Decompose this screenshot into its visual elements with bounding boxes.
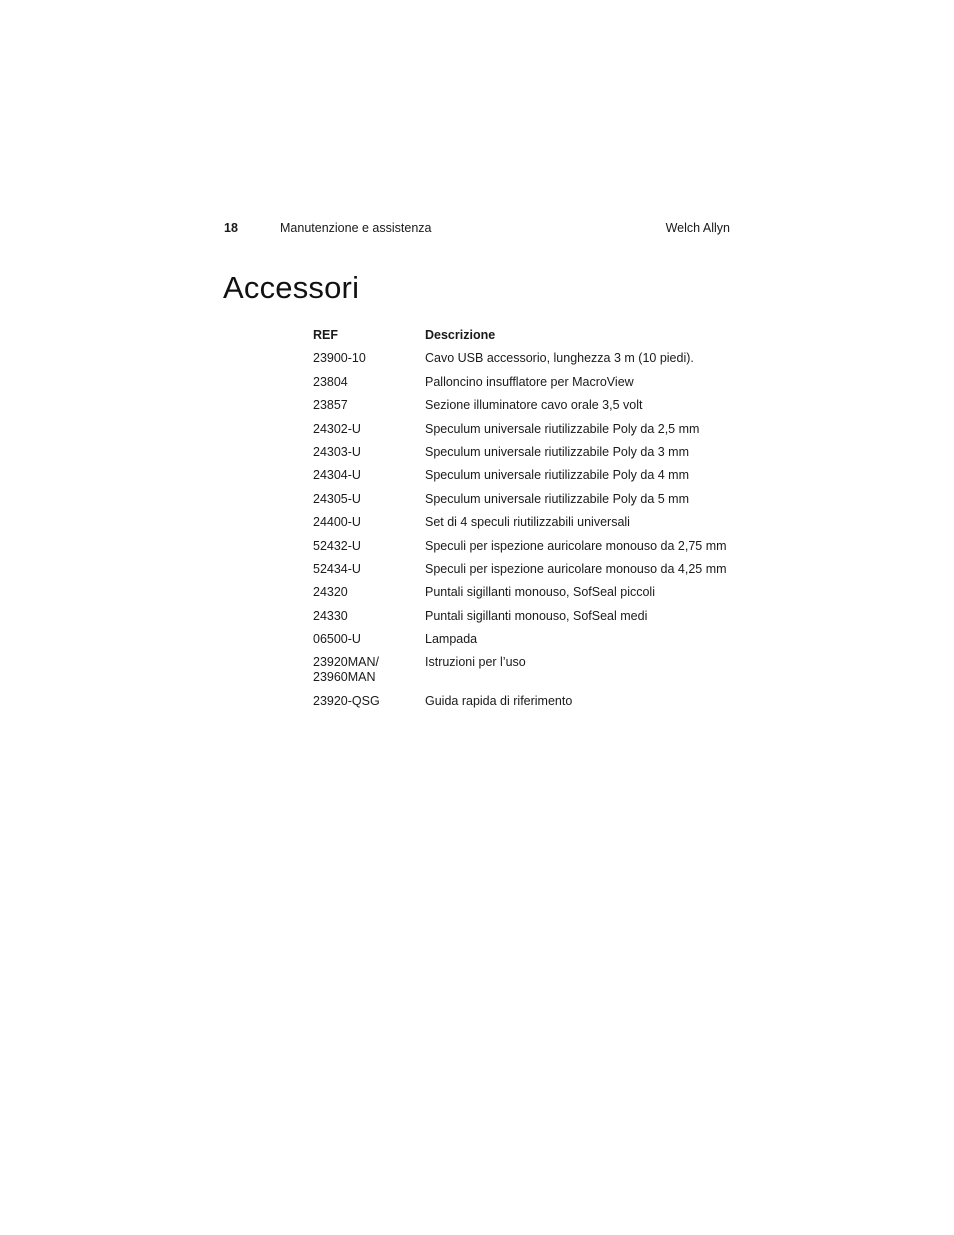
ref-cell: 23900-10 — [313, 351, 366, 366]
table-row — [313, 655, 733, 685]
brand-name: Welch Allyn — [665, 221, 730, 235]
description-cell: Sezione illuminatore cavo orale 3,5 volt — [425, 398, 643, 413]
table-header-row — [313, 328, 733, 343]
description-cell: Puntali sigillanti monouso, SofSeal medi — [425, 608, 648, 623]
table-row — [313, 585, 733, 600]
description-cell: Speculi per ispezione auricolare monouso da 4,25 mm — [425, 561, 727, 576]
table-row — [313, 694, 733, 709]
page-title: Accessori — [223, 270, 360, 305]
description-cell: Istruzioni per l’uso — [425, 655, 526, 670]
table-row — [313, 562, 733, 577]
ref-cell: 23857 — [313, 398, 348, 413]
table-row — [313, 375, 733, 390]
section-name: Manutenzione e assistenza — [280, 221, 432, 235]
table-row — [313, 351, 733, 366]
table-row — [313, 422, 733, 437]
ref-cell: 24302-U — [313, 421, 361, 436]
ref-cell: 24305-U — [313, 491, 361, 506]
description-cell: Speculum universale riutilizzabile Poly da 5 mm — [425, 491, 690, 506]
description-cell: Palloncino insufflatore per MacroView — [425, 374, 634, 389]
ref-cell: 23920MAN/ 23960MAN — [313, 655, 380, 685]
table-row — [313, 609, 733, 624]
table-row — [313, 515, 733, 530]
ref-cell: 52434-U — [313, 561, 361, 576]
table-row — [313, 539, 733, 554]
table-row — [313, 468, 733, 483]
ref-cell: 24304-U — [313, 468, 361, 483]
description-cell: Guida rapida di riferimento — [425, 693, 573, 708]
ref-cell: 24330 — [313, 608, 348, 623]
ref-cell: 52432-U — [313, 538, 361, 553]
description-cell: Lampada — [425, 632, 478, 647]
table-row — [313, 445, 733, 460]
table-row — [313, 632, 733, 647]
ref-cell: 24400-U — [313, 515, 361, 530]
column-header-description: Descrizione — [425, 328, 496, 342]
description-cell: Puntali sigillanti monouso, SofSeal piccoli — [425, 585, 655, 600]
page-header — [224, 221, 730, 239]
page-number: 18 — [224, 221, 238, 235]
description-cell: Cavo USB accessorio, lunghezza 3 m (10 piedi). — [425, 351, 694, 366]
ref-cell: 24320 — [313, 585, 348, 600]
table-row — [313, 492, 733, 507]
description-cell: Speculum universale riutilizzabile Poly da 3 mm — [425, 444, 690, 459]
table-row — [313, 398, 733, 413]
description-cell: Speculum universale riutilizzabile Poly da 4 mm — [425, 468, 690, 483]
ref-cell: 23804 — [313, 374, 348, 389]
accessories-table — [313, 328, 733, 717]
description-cell: Set di 4 speculi riutilizzabili universali — [425, 515, 630, 530]
column-header-ref: REF — [313, 328, 338, 342]
description-cell: Speculum universale riutilizzabile Poly da 2,5 mm — [425, 421, 700, 436]
ref-cell: 23920-QSG — [313, 693, 380, 708]
ref-cell: 06500-U — [313, 632, 361, 647]
description-cell: Speculi per ispezione auricolare monouso da 2,75 mm — [425, 538, 727, 553]
ref-cell: 24303-U — [313, 444, 361, 459]
